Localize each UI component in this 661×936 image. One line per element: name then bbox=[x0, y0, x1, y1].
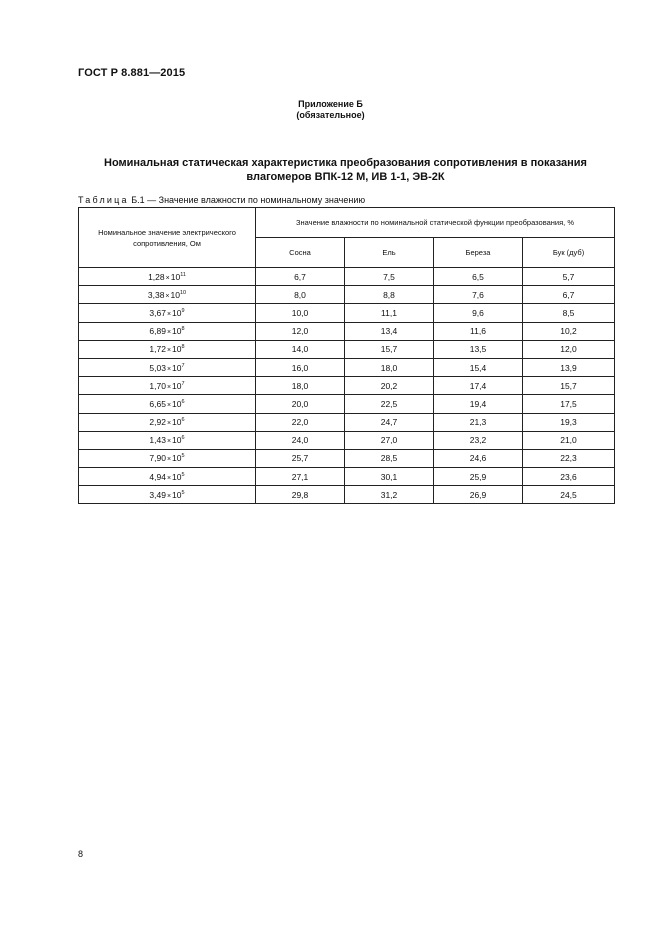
moisture-value-cell: 30,1 bbox=[345, 468, 434, 486]
resistance-cell bbox=[79, 358, 256, 376]
table-row bbox=[79, 377, 615, 395]
moisture-value-cell: 7,5 bbox=[345, 268, 434, 286]
table-row bbox=[79, 395, 615, 413]
annex-title: Приложение Б bbox=[298, 99, 363, 109]
table-row bbox=[79, 431, 615, 449]
header-species: Сосна bbox=[256, 238, 345, 268]
table-row bbox=[79, 468, 615, 486]
resistance-cell bbox=[79, 268, 256, 286]
resistance-exponent: 6 bbox=[181, 435, 185, 442]
table-row bbox=[79, 322, 615, 340]
moisture-value-cell: 22,3 bbox=[523, 449, 615, 467]
resistance-base: 10 bbox=[172, 380, 182, 391]
moisture-value-cell: 20,2 bbox=[345, 377, 434, 395]
moisture-value-cell: 10,0 bbox=[256, 304, 345, 322]
moisture-value-cell: 8,5 bbox=[523, 304, 615, 322]
resistance-exponent: 9 bbox=[181, 307, 185, 314]
multiply-sign: × bbox=[166, 420, 172, 428]
resistance-mantissa: 1,72 bbox=[149, 344, 166, 355]
resistance-base: 10 bbox=[172, 453, 182, 464]
header-species: Ель bbox=[345, 238, 434, 268]
table-row bbox=[79, 304, 615, 322]
header-species: Бук (дуб) bbox=[523, 238, 615, 268]
moisture-value-cell: 23,2 bbox=[434, 431, 523, 449]
moisture-value-cell: 21,0 bbox=[523, 431, 615, 449]
multiply-sign: × bbox=[166, 383, 172, 391]
table-caption-text: Б.1 — Значение влажности по номинальному значению bbox=[131, 195, 366, 205]
header-species: Береза bbox=[434, 238, 523, 268]
resistance-mantissa: 6,89 bbox=[149, 326, 166, 337]
table-row bbox=[79, 286, 615, 304]
resistance-base: 10 bbox=[172, 471, 182, 482]
multiply-sign: × bbox=[165, 274, 170, 282]
resistance-cell bbox=[79, 340, 256, 358]
moisture-value-cell: 19,4 bbox=[434, 395, 523, 413]
resistance-base: 10 bbox=[172, 398, 182, 409]
resistance-exponent: 5 bbox=[181, 453, 185, 460]
moisture-value-cell: 14,0 bbox=[256, 340, 345, 358]
resistance-mantissa: 1,70 bbox=[149, 380, 166, 391]
header-resistance: Номинальное значение электрического сопротивления, Ом bbox=[79, 208, 256, 268]
multiply-sign: × bbox=[166, 401, 172, 409]
resistance-base: 10 bbox=[172, 435, 182, 446]
resistance-exponent: 8 bbox=[181, 326, 185, 333]
multiply-sign: × bbox=[166, 329, 172, 337]
moisture-value-cell: 6,5 bbox=[434, 268, 523, 286]
moisture-value-cell: 8,0 bbox=[256, 286, 345, 304]
resistance-base: 10 bbox=[172, 489, 182, 500]
moisture-value-cell: 17,5 bbox=[523, 395, 615, 413]
moisture-value-cell: 6,7 bbox=[256, 268, 345, 286]
multiply-sign: × bbox=[166, 438, 172, 446]
resistance-cell bbox=[79, 377, 256, 395]
moisture-value-cell: 25,7 bbox=[256, 449, 345, 467]
moisture-table bbox=[78, 207, 615, 504]
moisture-value-cell: 16,0 bbox=[256, 358, 345, 376]
resistance-exponent: 6 bbox=[181, 398, 185, 405]
moisture-value-cell: 19,3 bbox=[523, 413, 615, 431]
resistance-cell bbox=[79, 449, 256, 467]
table-row bbox=[79, 486, 615, 504]
moisture-value-cell: 15,7 bbox=[345, 340, 434, 358]
table-caption bbox=[78, 195, 365, 206]
resistance-exponent: 10 bbox=[179, 289, 187, 296]
resistance-mantissa: 3,38 bbox=[147, 289, 165, 300]
table-row bbox=[79, 449, 615, 467]
resistance-mantissa: 7,90 bbox=[149, 453, 166, 464]
multiply-sign: × bbox=[166, 347, 172, 355]
multiply-sign: × bbox=[166, 365, 172, 373]
multiply-sign: × bbox=[166, 492, 172, 500]
table-row bbox=[79, 268, 615, 286]
resistance-mantissa: 3,67 bbox=[149, 307, 166, 318]
resistance-base: 10 bbox=[172, 344, 182, 355]
resistance-exponent: 5 bbox=[181, 471, 185, 478]
resistance-base: 10 bbox=[172, 362, 182, 373]
moisture-value-cell: 11,1 bbox=[345, 304, 434, 322]
moisture-value-cell: 13,9 bbox=[523, 358, 615, 376]
resistance-cell bbox=[79, 395, 256, 413]
moisture-value-cell: 29,8 bbox=[256, 486, 345, 504]
resistance-mantissa: 2,92 bbox=[149, 417, 166, 428]
moisture-value-cell: 24,0 bbox=[256, 431, 345, 449]
resistance-cell bbox=[79, 468, 256, 486]
multiply-sign: × bbox=[166, 456, 172, 464]
resistance-exponent: 7 bbox=[181, 380, 185, 387]
resistance-mantissa: 1,28 bbox=[148, 271, 165, 282]
annex-heading bbox=[0, 99, 661, 121]
moisture-value-cell: 31,2 bbox=[345, 486, 434, 504]
moisture-value-cell: 24,7 bbox=[345, 413, 434, 431]
resistance-cell bbox=[79, 304, 256, 322]
resistance-exponent: 6 bbox=[181, 417, 185, 424]
moisture-value-cell: 5,7 bbox=[523, 268, 615, 286]
resistance-cell bbox=[79, 322, 256, 340]
moisture-value-cell: 11,6 bbox=[434, 322, 523, 340]
multiply-sign: × bbox=[166, 310, 172, 318]
annex-status: (обязательное) bbox=[296, 110, 365, 120]
moisture-value-cell: 28,5 bbox=[345, 449, 434, 467]
moisture-value-cell: 9,6 bbox=[434, 304, 523, 322]
moisture-value-cell: 8,8 bbox=[345, 286, 434, 304]
moisture-value-cell: 15,7 bbox=[523, 377, 615, 395]
resistance-base: 10 bbox=[172, 307, 182, 318]
moisture-value-cell: 24,6 bbox=[434, 449, 523, 467]
moisture-value-cell: 20,0 bbox=[256, 395, 345, 413]
resistance-base: 10 bbox=[170, 271, 181, 282]
resistance-exponent: 11 bbox=[180, 271, 186, 278]
moisture-value-cell: 25,9 bbox=[434, 468, 523, 486]
table-row bbox=[79, 358, 615, 376]
moisture-value-cell: 12,0 bbox=[256, 322, 345, 340]
resistance-mantissa: 6,65 bbox=[149, 398, 166, 409]
moisture-value-cell: 18,0 bbox=[256, 377, 345, 395]
moisture-value-cell: 13,4 bbox=[345, 322, 434, 340]
page-number: 8 bbox=[78, 849, 84, 859]
resistance-cell bbox=[79, 286, 256, 304]
moisture-value-cell: 26,9 bbox=[434, 486, 523, 504]
resistance-cell bbox=[79, 431, 256, 449]
multiply-sign: × bbox=[165, 292, 170, 300]
moisture-value-cell: 13,5 bbox=[434, 340, 523, 358]
resistance-cell bbox=[79, 413, 256, 431]
moisture-value-cell: 15,4 bbox=[434, 358, 523, 376]
header-moisture-group: Значение влажности по номинальной статической функции преобразования, % bbox=[256, 208, 615, 238]
moisture-value-cell: 27,0 bbox=[345, 431, 434, 449]
resistance-mantissa: 4,94 bbox=[149, 471, 166, 482]
multiply-sign: × bbox=[166, 474, 172, 482]
moisture-value-cell: 24,5 bbox=[523, 486, 615, 504]
moisture-value-cell: 22,5 bbox=[345, 395, 434, 413]
resistance-mantissa: 1,43 bbox=[149, 435, 166, 446]
standard-code: ГОСТ Р 8.881—2015 bbox=[78, 67, 186, 79]
moisture-value-cell: 18,0 bbox=[345, 358, 434, 376]
moisture-value-cell: 7,6 bbox=[434, 286, 523, 304]
moisture-value-cell: 17,4 bbox=[434, 377, 523, 395]
resistance-base: 10 bbox=[170, 289, 180, 300]
moisture-value-cell: 10,2 bbox=[523, 322, 615, 340]
resistance-mantissa: 5,03 bbox=[149, 362, 166, 373]
moisture-value-cell: 27,1 bbox=[256, 468, 345, 486]
moisture-value-cell: 22,0 bbox=[256, 413, 345, 431]
moisture-value-cell: 6,7 bbox=[523, 286, 615, 304]
document-title: Номинальная статическая характеристика преобразования сопротивления в показания влагомеров ВПК-12 М, ИВ 1-1, ЭВ-2К bbox=[104, 157, 587, 183]
resistance-base: 10 bbox=[172, 326, 182, 337]
resistance-exponent: 5 bbox=[181, 489, 185, 496]
resistance-cell bbox=[79, 486, 256, 504]
table-caption-label: Таблица bbox=[78, 195, 129, 205]
moisture-value-cell: 12,0 bbox=[523, 340, 615, 358]
resistance-exponent: 8 bbox=[181, 344, 185, 351]
resistance-base: 10 bbox=[172, 417, 182, 428]
table-row bbox=[79, 413, 615, 431]
moisture-value-cell: 23,6 bbox=[523, 468, 615, 486]
resistance-mantissa: 3,49 bbox=[149, 489, 166, 500]
table-row bbox=[79, 340, 615, 358]
moisture-value-cell: 21,3 bbox=[434, 413, 523, 431]
resistance-exponent: 7 bbox=[181, 362, 185, 369]
